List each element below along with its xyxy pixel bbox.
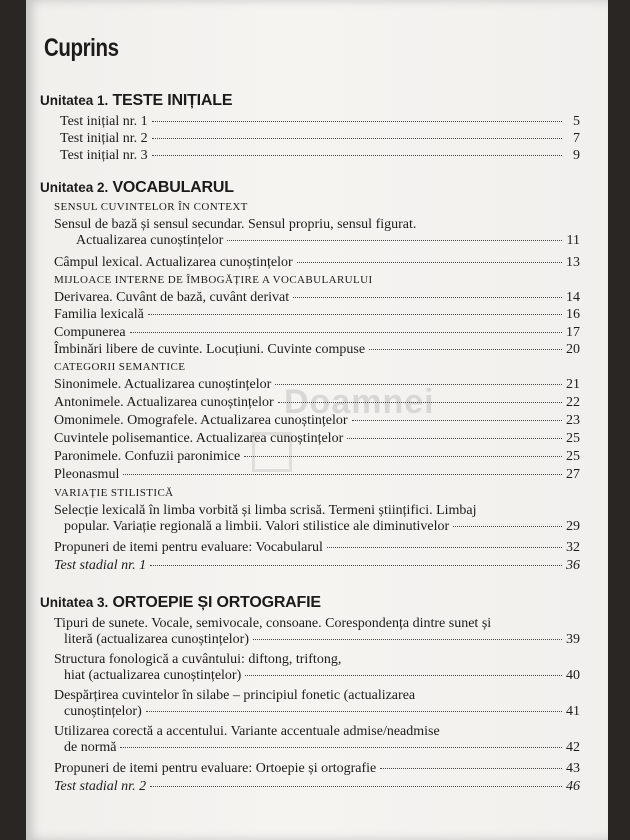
toc-entry: Selecție lexicală în limba vorbită și limba scrisă. Termeni științifici. Limbaj popular. Variație regională a limbii. Valori stilistice ale diminutivelor 29 xyxy=(54,503,580,534)
unit-heading-2: Unitatea 2. VOCABULARUL xyxy=(40,179,234,196)
toc-entry: Test stadial nr. 1 36 xyxy=(54,558,580,573)
toc-entry: Îmbinări libere de cuvinte. Locuțiuni. Cuvinte compuse 20 xyxy=(54,342,580,357)
section-heading: VARIAȚIE STILISTICĂ xyxy=(54,487,174,499)
toc-entry: Test inițial nr. 3 9 xyxy=(60,148,580,163)
toc-entry: Structura fonologică a cuvântului: diftong, triftong, hiat (actualizarea cunoștințelor) 40 xyxy=(54,652,580,683)
toc-entry: Tipuri de sunete. Vocale, semivocale, consoane. Corespondența dintre sunet și literă (actualizarea cunoștințelor) 39 xyxy=(54,616,580,647)
toc-entry: Pleonasmul 27 xyxy=(54,467,580,482)
toc-entry: Propuneri de itemi pentru evaluare: Vocabularul 32 xyxy=(54,540,580,555)
toc-entry: Propuneri de itemi pentru evaluare: Ortoepie și ortografie 43 xyxy=(54,761,580,776)
toc-entry: Test inițial nr. 1 5 xyxy=(60,114,580,129)
unit-heading-1: Unitatea 1. TESTE INIȚIALE xyxy=(40,92,233,109)
toc-entry: Utilizarea corectă a accentului. Variante accentuale admise/neadmise de normă 42 xyxy=(54,724,580,755)
toc-entry: Derivarea. Cuvânt de bază, cuvânt derivat 14 xyxy=(54,290,580,305)
section-heading: MIJLOACE INTERNE DE ÎMBOGĂȚIRE A VOCABULARULUI xyxy=(54,274,373,286)
toc-entry: Familia lexicală 16 xyxy=(54,307,580,322)
toc-entry: Omonimele. Omografele. Actualizarea cunoștințelor 23 xyxy=(54,413,580,428)
toc-entry: Test stadial nr. 2 46 xyxy=(54,779,580,794)
toc-entry: Paronimele. Confuzii paronimice 25 xyxy=(54,449,580,464)
toc-entry: Test inițial nr. 2 7 xyxy=(60,131,580,146)
section-heading: SENSUL CUVINTELOR ÎN CONTEXT xyxy=(54,201,248,213)
toc-entry: Antonimele. Actualizarea cunoștințelor 22 xyxy=(54,395,580,410)
page-title: Cuprins xyxy=(44,34,119,62)
toc-entry: Câmpul lexical. Actualizarea cunoștințelor 13 xyxy=(54,255,580,270)
toc-entry: Despărțirea cuvintelor în silabe – principiul fonetic (actualizarea cunoștințelor) 41 xyxy=(54,688,580,719)
toc-entry: Compunerea 17 xyxy=(54,325,580,340)
watermark-text: Doamnei xyxy=(284,383,435,421)
toc-entry: Sensul de bază și sensul secundar. Sensul propriu, sensul figurat. Actualizarea cunoștințelor 11 xyxy=(54,217,580,248)
toc-entry: Cuvintele polisemantice. Actualizarea cunoștințelor 25 xyxy=(54,431,580,446)
section-heading: CATEGORII SEMANTICE xyxy=(54,361,186,373)
book-page xyxy=(26,0,608,840)
toc-entry: Sinonimele. Actualizarea cunoștințelor 21 xyxy=(54,377,580,392)
unit-heading-3: Unitatea 3. ORTOEPIE ȘI ORTOGRAFIE xyxy=(40,594,321,611)
